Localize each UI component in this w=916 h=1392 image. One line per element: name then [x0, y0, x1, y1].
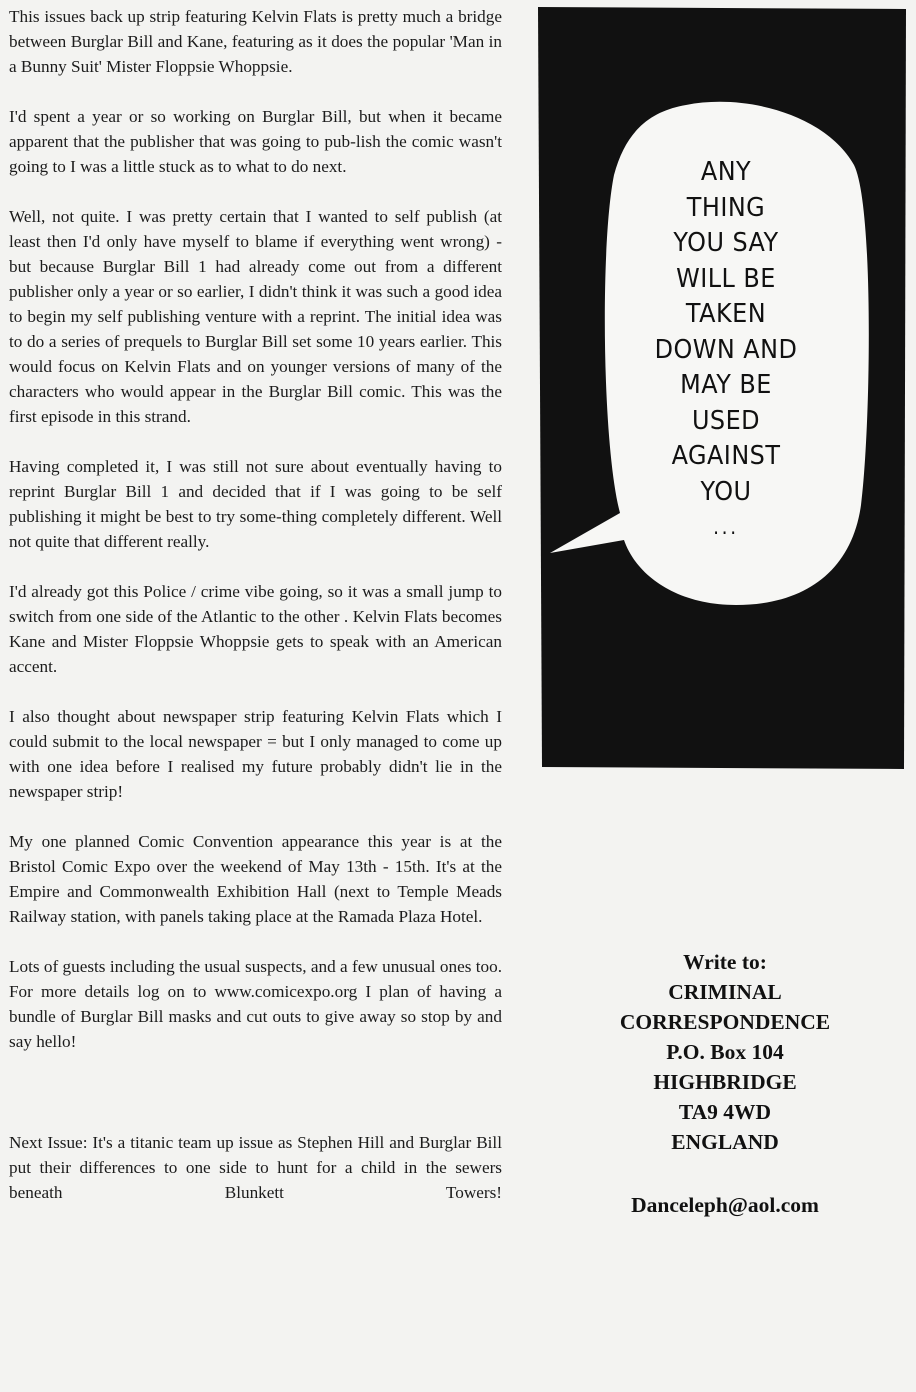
article-column — [9, 4, 502, 1205]
speech-ellipsis: ... — [713, 515, 739, 539]
address-line: CRIMINAL — [668, 980, 782, 1004]
address-line: HIGHBRIDGE — [653, 1070, 797, 1094]
speech-line: AGAINST — [671, 441, 781, 471]
speech-line: WILL BE — [676, 263, 776, 294]
article-paragraph: Lots of guests including the usual suspects, and a few unusual ones too. For more details log on to www.comicexpo.org I plan of having a bundle of Burglar Bill masks and cut outs to give away so stop by and say hello! — [9, 957, 502, 1051]
article-paragraph: I'd already got this Police / crime vibe going, so it was a small jump to switch from one side of the Atlantic to the other . Kelvin Flats becomes Kane and Mister Floppsie Whoppsie gets to speak with an American accent. — [9, 582, 502, 676]
contact-address — [560, 947, 890, 1220]
speech-line: YOU SAY — [673, 228, 779, 258]
article-paragraph: My one planned Comic Convention appearance this year is at the Bristol Comic Expo over the weekend of May 13th - 15th. It's at the Empire and Commonwealth Exhibition Hall (next to Temple Meads Railway station, with panels taking place at the Ramada Plaza Hotel. — [9, 832, 502, 926]
address-line: TA9 4WD — [678, 1100, 772, 1124]
article-paragraph: I also thought about newspaper strip featuring Kelvin Flats which I could submit to the local newspaper = but I only managed to come up with one idea before I realised my future probably didn't lie in the newspaper strip! — [9, 707, 502, 801]
address-line: ENGLAND — [671, 1130, 779, 1154]
speech-line: USED — [691, 405, 761, 436]
speech-line: TAKEN — [685, 299, 767, 329]
speech-line: DOWN AND — [654, 334, 798, 365]
comic-panel — [536, 5, 908, 771]
next-issue-text: Next Issue: It's a titanic team up issue as Stephen Hill and Burglar Bill put their differences to one side to hunt for a child in the sewers beneath Blunkett Towers! — [9, 1133, 502, 1202]
address-line: Write to: — [683, 950, 767, 974]
address-line: P.O. Box 104 — [666, 1040, 784, 1064]
speech-line: MAY BE — [680, 370, 772, 400]
speech-line: THING — [686, 192, 766, 223]
speech-line: YOU — [700, 476, 752, 507]
article-paragraph: I'd spent a year or so working on Burglar Bill, but when it became apparent that the publisher that was going to pub-lish the comic wasn't going to I was a little stuck as to what to do next. — [9, 107, 502, 176]
speech-line: ANY — [700, 157, 752, 187]
address-line: CORRESPONDENCE — [619, 1010, 831, 1034]
contact-email: Danceleph@aol.com — [631, 1193, 819, 1217]
article-paragraph: Having completed it, I was still not sure about eventually having to reprint Burglar Bill 1 and decided that if I was going to be self publishing it might be best to try some-thing completely different. Well not quite that different really. — [9, 457, 502, 551]
article-paragraph: This issues back up strip featuring Kelvin Flats is pretty much a bridge between Burglar Bill and Kane, featuring as it does the popular 'Man in a Bunny Suit' Mister Floppsie Whoppsie. — [9, 7, 502, 76]
speech-bubble-text — [634, 155, 818, 546]
article-paragraph: Well, not quite. I was pretty certain that I wanted to self publish (at least then I'd only have myself to blame if everything went wrong) - but because Burglar Bill 1 had already come out from a different publisher only a year or so earlier, I didn't think it was such a good idea to begin my self publishing venture with a reprint. The initial idea was to do a series of prequels to Burglar Bill set some 10 years earlier. This would focus on Kelvin Flats and on younger versions of many of the characters who would appear in the Burglar Bill comic. This was the first episode in this strand. — [9, 207, 502, 426]
